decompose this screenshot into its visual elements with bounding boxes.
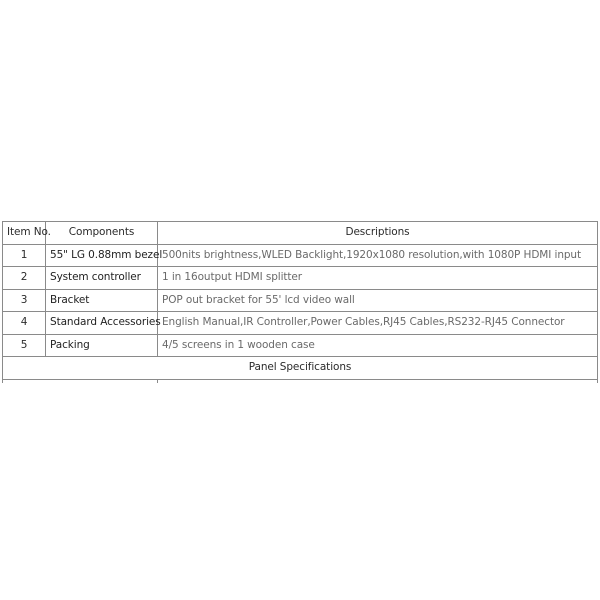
header-components: Components [46,222,158,245]
row-item-number: 4 [3,312,46,335]
header-item-no: Item No. [3,222,46,245]
table-tail-row [3,379,598,383]
row-component: System controller [46,267,158,290]
row-item-number: 1 [3,244,46,267]
component-table [2,221,598,383]
row-item-number: 3 [3,289,46,312]
row-component: Packing [46,334,158,357]
table-header-row [3,222,598,245]
row-description: POP out bracket for 55' lcd video wall [158,289,598,312]
row-item-number: 5 [3,334,46,357]
row-description: 1 in 16output HDMI splitter [158,267,598,290]
tail-cell-right [158,379,598,383]
row-component: 55" LG 0.88mm bezel [46,244,158,267]
row-item-number: 2 [3,267,46,290]
header-descriptions: Descriptions [158,222,598,245]
section-header-row [3,357,598,380]
row-component: Bracket [46,289,158,312]
row-description: 4/5 screens in 1 wooden case [158,334,598,357]
table-row [3,244,598,267]
row-description: 500nits brightness,WLED Backlight,1920x1080 resolution,with 1080P HDMI input [158,244,598,267]
row-component: Standard Accessories [46,312,158,335]
tail-cell-left [3,379,158,383]
section-title-panel-specifications: Panel Specifications [3,357,598,380]
table-row [3,334,598,357]
table-row [3,289,598,312]
table-row [3,312,598,335]
row-description: English Manual,IR Controller,Power Cables,RJ45 Cables,RS232-RJ45 Connector [158,312,598,335]
table-row [3,267,598,290]
